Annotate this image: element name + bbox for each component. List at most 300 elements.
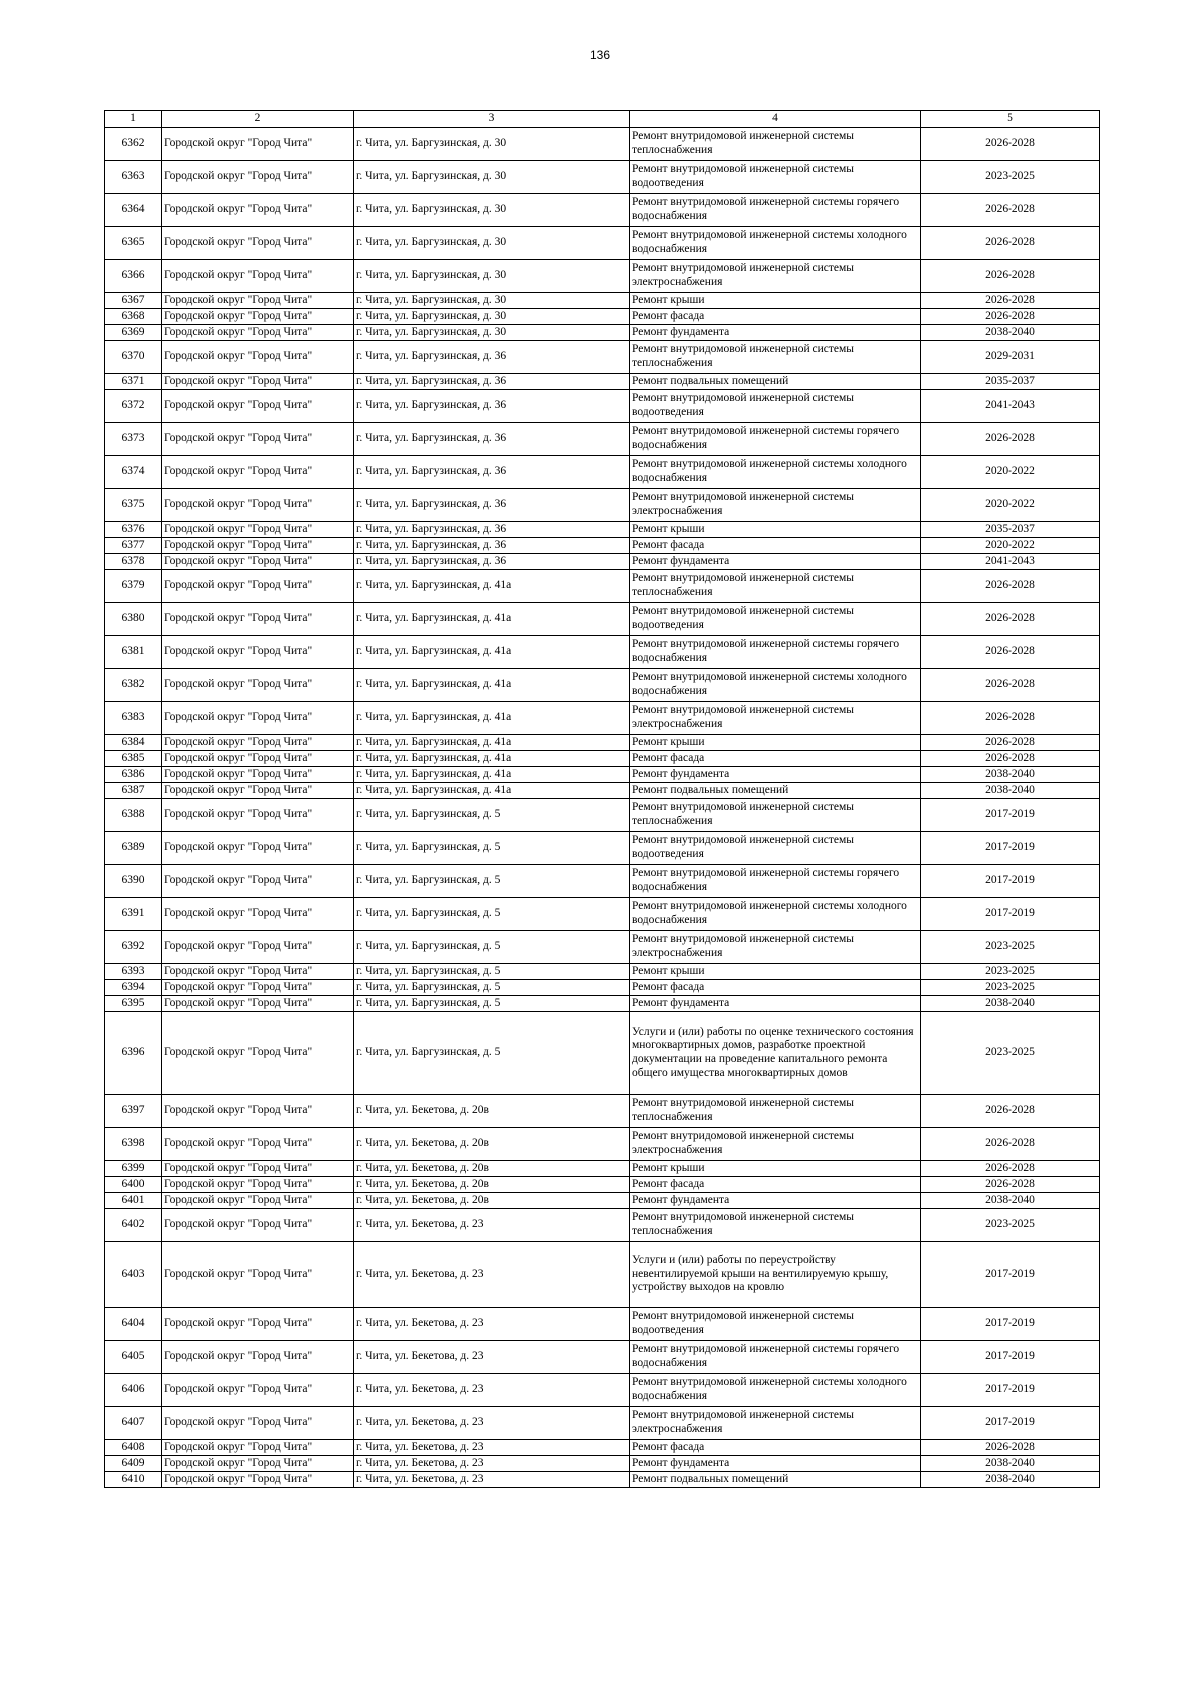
work-type-cell: Ремонт внутридомовой инженерной системы водоотведения	[630, 161, 921, 194]
address-cell: г. Чита, ул. Баргузинская, д. 36	[354, 554, 630, 570]
period-cell: 2023-2025	[921, 1209, 1100, 1242]
work-type-cell: Ремонт внутридомовой инженерной системы водоотведения	[630, 1308, 921, 1341]
municipality-cell: Городской округ "Город Чита"	[162, 783, 354, 799]
row-number: 6365	[105, 227, 162, 260]
table-row	[105, 1193, 1100, 1209]
work-type-cell: Ремонт внутридомовой инженерной системы электроснабжения	[630, 1407, 921, 1440]
municipality-cell: Городской округ "Город Чита"	[162, 1407, 354, 1440]
municipality-cell: Городской округ "Город Чита"	[162, 325, 354, 341]
table-row	[105, 1456, 1100, 1472]
period-cell: 2023-2025	[921, 980, 1100, 996]
row-number: 6407	[105, 1407, 162, 1440]
column-header-5: 5	[921, 111, 1100, 128]
work-type-cell: Ремонт внутридомовой инженерной системы теплоснабжения	[630, 341, 921, 374]
municipality-cell: Городской округ "Город Чита"	[162, 194, 354, 227]
table-row	[105, 1177, 1100, 1193]
row-number: 6404	[105, 1308, 162, 1341]
row-number: 6387	[105, 783, 162, 799]
row-number: 6366	[105, 260, 162, 293]
row-number: 6397	[105, 1095, 162, 1128]
address-cell: г. Чита, ул. Баргузинская, д. 5	[354, 1012, 630, 1095]
row-number: 6369	[105, 325, 162, 341]
table-row	[105, 735, 1100, 751]
work-type-cell: Ремонт подвальных помещений	[630, 374, 921, 390]
municipality-cell: Городской округ "Город Чита"	[162, 964, 354, 980]
address-cell: г. Чита, ул. Баргузинская, д. 30	[354, 325, 630, 341]
municipality-cell: Городской округ "Город Чита"	[162, 1161, 354, 1177]
municipality-cell: Городской округ "Город Чита"	[162, 1012, 354, 1095]
table-row	[105, 260, 1100, 293]
address-cell: г. Чита, ул. Бекетова, д. 23	[354, 1472, 630, 1488]
row-number: 6377	[105, 538, 162, 554]
municipality-cell: Городской округ "Город Чита"	[162, 767, 354, 783]
municipality-cell: Городской округ "Город Чита"	[162, 751, 354, 767]
period-cell: 2026-2028	[921, 194, 1100, 227]
row-number: 6375	[105, 489, 162, 522]
municipality-cell: Городской округ "Город Чита"	[162, 1440, 354, 1456]
row-number: 6385	[105, 751, 162, 767]
address-cell: г. Чита, ул. Баргузинская, д. 36	[354, 341, 630, 374]
table-row	[105, 636, 1100, 669]
work-type-cell: Ремонт фундамента	[630, 996, 921, 1012]
period-cell: 2038-2040	[921, 325, 1100, 341]
address-cell: г. Чита, ул. Баргузинская, д. 30	[354, 293, 630, 309]
address-cell: г. Чита, ул. Бекетова, д. 23	[354, 1308, 630, 1341]
table-row	[105, 603, 1100, 636]
address-cell: г. Чита, ул. Баргузинская, д. 5	[354, 996, 630, 1012]
work-type-cell: Ремонт внутридомовой инженерной системы холодного водоснабжения	[630, 1374, 921, 1407]
work-type-cell: Ремонт крыши	[630, 1161, 921, 1177]
table-row	[105, 161, 1100, 194]
address-cell: г. Чита, ул. Баргузинская, д. 41а	[354, 751, 630, 767]
work-type-cell: Ремонт внутридомовой инженерной системы горячего водоснабжения	[630, 423, 921, 456]
address-cell: г. Чита, ул. Бекетова, д. 20в	[354, 1128, 630, 1161]
address-cell: г. Чита, ул. Баргузинская, д. 41а	[354, 603, 630, 636]
period-cell: 2038-2040	[921, 767, 1100, 783]
row-number: 6399	[105, 1161, 162, 1177]
address-cell: г. Чита, ул. Баргузинская, д. 41а	[354, 767, 630, 783]
table-row	[105, 325, 1100, 341]
work-type-cell: Ремонт внутридомовой инженерной системы холодного водоснабжения	[630, 898, 921, 931]
work-type-cell: Ремонт внутридомовой инженерной системы горячего водоснабжения	[630, 865, 921, 898]
municipality-cell: Городской округ "Город Чита"	[162, 1308, 354, 1341]
table-row	[105, 1095, 1100, 1128]
address-cell: г. Чита, ул. Баргузинская, д. 41а	[354, 636, 630, 669]
period-cell: 2035-2037	[921, 374, 1100, 390]
page-number: 136	[589, 48, 611, 62]
table-row	[105, 669, 1100, 702]
address-cell: г. Чита, ул. Бекетова, д. 23	[354, 1374, 630, 1407]
row-number: 6378	[105, 554, 162, 570]
row-number: 6392	[105, 931, 162, 964]
period-cell: 2020-2022	[921, 456, 1100, 489]
table-row	[105, 1161, 1100, 1177]
row-number: 6396	[105, 1012, 162, 1095]
work-type-cell: Ремонт внутридомовой инженерной системы теплоснабжения	[630, 128, 921, 161]
municipality-cell: Городской округ "Город Чита"	[162, 1209, 354, 1242]
row-number: 6362	[105, 128, 162, 161]
table-row	[105, 799, 1100, 832]
period-cell: 2038-2040	[921, 1193, 1100, 1209]
period-cell: 2038-2040	[921, 996, 1100, 1012]
table-row	[105, 931, 1100, 964]
row-number: 6383	[105, 702, 162, 735]
row-number: 6380	[105, 603, 162, 636]
municipality-cell: Городской округ "Город Чита"	[162, 489, 354, 522]
table-row	[105, 128, 1100, 161]
work-type-cell: Ремонт фундамента	[630, 554, 921, 570]
municipality-cell: Городской округ "Город Чита"	[162, 309, 354, 325]
municipality-cell: Городской округ "Город Чита"	[162, 1242, 354, 1308]
address-cell: г. Чита, ул. Баргузинская, д. 41а	[354, 669, 630, 702]
address-cell: г. Чита, ул. Баргузинская, д. 36	[354, 522, 630, 538]
address-cell: г. Чита, ул. Бекетова, д. 23	[354, 1341, 630, 1374]
row-number: 6370	[105, 341, 162, 374]
work-type-cell: Ремонт внутридомовой инженерной системы электроснабжения	[630, 702, 921, 735]
period-cell: 2023-2025	[921, 964, 1100, 980]
address-cell: г. Чита, ул. Баргузинская, д. 30	[354, 128, 630, 161]
table-row	[105, 702, 1100, 735]
period-cell: 2029-2031	[921, 341, 1100, 374]
table-row	[105, 293, 1100, 309]
municipality-cell: Городской округ "Город Чита"	[162, 636, 354, 669]
address-cell: г. Чита, ул. Баргузинская, д. 30	[354, 194, 630, 227]
period-cell: 2023-2025	[921, 161, 1100, 194]
row-number: 6390	[105, 865, 162, 898]
municipality-cell: Городской округ "Город Чита"	[162, 1193, 354, 1209]
table-row	[105, 374, 1100, 390]
period-cell: 2017-2019	[921, 832, 1100, 865]
period-cell: 2026-2028	[921, 570, 1100, 603]
municipality-cell: Городской округ "Город Чита"	[162, 554, 354, 570]
address-cell: г. Чита, ул. Баргузинская, д. 30	[354, 227, 630, 260]
address-cell: г. Чита, ул. Баргузинская, д. 36	[354, 423, 630, 456]
row-number: 6401	[105, 1193, 162, 1209]
work-type-cell: Ремонт фасада	[630, 980, 921, 996]
period-cell: 2017-2019	[921, 1407, 1100, 1440]
municipality-cell: Городской округ "Город Чита"	[162, 702, 354, 735]
address-cell: г. Чита, ул. Баргузинская, д. 5	[354, 980, 630, 996]
period-cell: 2026-2028	[921, 735, 1100, 751]
period-cell: 2038-2040	[921, 1456, 1100, 1472]
period-cell: 2041-2043	[921, 390, 1100, 423]
row-number: 6388	[105, 799, 162, 832]
table-row	[105, 1209, 1100, 1242]
address-cell: г. Чита, ул. Баргузинская, д. 36	[354, 538, 630, 554]
period-cell: 2023-2025	[921, 1012, 1100, 1095]
period-cell: 2026-2028	[921, 309, 1100, 325]
table-row	[105, 964, 1100, 980]
municipality-cell: Городской округ "Город Чита"	[162, 1128, 354, 1161]
table-body	[105, 128, 1100, 1488]
period-cell: 2026-2028	[921, 636, 1100, 669]
row-number: 6402	[105, 1209, 162, 1242]
address-cell: г. Чита, ул. Баргузинская, д. 41а	[354, 570, 630, 603]
table-row	[105, 1128, 1100, 1161]
work-type-cell: Ремонт фасада	[630, 1177, 921, 1193]
row-number: 6395	[105, 996, 162, 1012]
table-row	[105, 1012, 1100, 1095]
period-cell: 2041-2043	[921, 554, 1100, 570]
table-row	[105, 1341, 1100, 1374]
work-type-cell: Ремонт внутридомовой инженерной системы горячего водоснабжения	[630, 636, 921, 669]
row-number: 6371	[105, 374, 162, 390]
work-type-cell: Ремонт внутридомовой инженерной системы теплоснабжения	[630, 570, 921, 603]
work-type-cell: Ремонт фасада	[630, 1440, 921, 1456]
address-cell: г. Чита, ул. Бекетова, д. 20в	[354, 1193, 630, 1209]
row-number: 6393	[105, 964, 162, 980]
table-row	[105, 341, 1100, 374]
work-type-cell: Ремонт фундамента	[630, 1193, 921, 1209]
address-cell: г. Чита, ул. Баргузинская, д. 5	[354, 931, 630, 964]
municipality-cell: Городской округ "Город Чита"	[162, 1374, 354, 1407]
municipality-cell: Городской округ "Город Чита"	[162, 260, 354, 293]
table-row	[105, 570, 1100, 603]
table-row	[105, 309, 1100, 325]
table-row	[105, 1242, 1100, 1308]
period-cell: 2020-2022	[921, 489, 1100, 522]
municipality-cell: Городской округ "Город Чита"	[162, 1177, 354, 1193]
municipality-cell: Городской округ "Город Чита"	[162, 374, 354, 390]
row-number: 6384	[105, 735, 162, 751]
period-cell: 2017-2019	[921, 1242, 1100, 1308]
row-number: 6394	[105, 980, 162, 996]
work-type-cell: Ремонт внутридомовой инженерной системы электроснабжения	[630, 931, 921, 964]
table-row	[105, 980, 1100, 996]
period-cell: 2023-2025	[921, 931, 1100, 964]
table-row	[105, 194, 1100, 227]
row-number: 6372	[105, 390, 162, 423]
row-number: 6398	[105, 1128, 162, 1161]
municipality-cell: Городской округ "Город Чита"	[162, 390, 354, 423]
work-type-cell: Ремонт фасада	[630, 538, 921, 554]
work-type-cell: Ремонт внутридомовой инженерной системы водоотведения	[630, 390, 921, 423]
table-row	[105, 489, 1100, 522]
period-cell: 2017-2019	[921, 1341, 1100, 1374]
period-cell: 2017-2019	[921, 865, 1100, 898]
municipality-cell: Городской округ "Город Чита"	[162, 931, 354, 964]
table-row	[105, 783, 1100, 799]
address-cell: г. Чита, ул. Баргузинская, д. 5	[354, 832, 630, 865]
table-row	[105, 390, 1100, 423]
period-cell: 2026-2028	[921, 423, 1100, 456]
address-cell: г. Чита, ул. Бекетова, д. 23	[354, 1242, 630, 1308]
address-cell: г. Чита, ул. Баргузинская, д. 36	[354, 489, 630, 522]
row-number: 6374	[105, 456, 162, 489]
table-row	[105, 554, 1100, 570]
row-number: 6382	[105, 669, 162, 702]
table-row	[105, 522, 1100, 538]
table-row	[105, 227, 1100, 260]
work-type-cell: Ремонт внутридомовой инженерной системы теплоснабжения	[630, 799, 921, 832]
work-type-cell: Ремонт фасада	[630, 751, 921, 767]
address-cell: г. Чита, ул. Бекетова, д. 23	[354, 1407, 630, 1440]
row-number: 6386	[105, 767, 162, 783]
municipality-cell: Городской округ "Город Чита"	[162, 603, 354, 636]
municipality-cell: Городской округ "Город Чита"	[162, 538, 354, 554]
column-header-4: 4	[630, 111, 921, 128]
municipality-cell: Городской округ "Город Чита"	[162, 1095, 354, 1128]
municipality-cell: Городской округ "Город Чита"	[162, 1472, 354, 1488]
period-cell: 2035-2037	[921, 522, 1100, 538]
row-number: 6405	[105, 1341, 162, 1374]
municipality-cell: Городской округ "Город Чита"	[162, 980, 354, 996]
municipality-cell: Городской округ "Город Чита"	[162, 227, 354, 260]
address-cell: г. Чита, ул. Баргузинская, д. 41а	[354, 783, 630, 799]
period-cell: 2026-2028	[921, 1440, 1100, 1456]
address-cell: г. Чита, ул. Баргузинская, д. 5	[354, 898, 630, 931]
municipality-cell: Городской округ "Город Чита"	[162, 456, 354, 489]
table-row	[105, 767, 1100, 783]
table-row	[105, 1407, 1100, 1440]
work-type-cell: Ремонт внутридомовой инженерной системы холодного водоснабжения	[630, 669, 921, 702]
row-number: 6409	[105, 1456, 162, 1472]
period-cell: 2026-2028	[921, 293, 1100, 309]
table-row	[105, 751, 1100, 767]
municipality-cell: Городской округ "Город Чита"	[162, 898, 354, 931]
address-cell: г. Чита, ул. Баргузинская, д. 36	[354, 456, 630, 489]
address-cell: г. Чита, ул. Баргузинская, д. 30	[354, 260, 630, 293]
municipality-cell: Городской округ "Город Чита"	[162, 570, 354, 603]
period-cell: 2017-2019	[921, 1374, 1100, 1407]
period-cell: 2017-2019	[921, 799, 1100, 832]
municipality-cell: Городской округ "Город Чита"	[162, 128, 354, 161]
work-type-cell: Услуги и (или) работы по переустройству невентилируемой крыши на вентилируемую крышу, устройству выходов на кровлю	[630, 1242, 921, 1308]
period-cell: 2026-2028	[921, 751, 1100, 767]
municipality-cell: Городской округ "Город Чита"	[162, 522, 354, 538]
period-cell: 2026-2028	[921, 1128, 1100, 1161]
row-number: 6403	[105, 1242, 162, 1308]
work-type-cell: Ремонт фасада	[630, 309, 921, 325]
work-type-cell: Услуги и (или) работы по оценке технического состояния многоквартирных домов, разработке проектной документации на проведение капитального ремонта общего имущества многоквартирных домов	[630, 1012, 921, 1095]
work-type-cell: Ремонт крыши	[630, 522, 921, 538]
row-number: 6363	[105, 161, 162, 194]
period-cell: 2017-2019	[921, 1308, 1100, 1341]
period-cell: 2026-2028	[921, 260, 1100, 293]
period-cell: 2020-2022	[921, 538, 1100, 554]
work-type-cell: Ремонт подвальных помещений	[630, 1472, 921, 1488]
table-row	[105, 1440, 1100, 1456]
work-type-cell: Ремонт крыши	[630, 293, 921, 309]
address-cell: г. Чита, ул. Баргузинская, д. 5	[354, 865, 630, 898]
column-header-3: 3	[354, 111, 630, 128]
table-row	[105, 456, 1100, 489]
work-type-cell: Ремонт внутридомовой инженерной системы электроснабжения	[630, 1128, 921, 1161]
municipality-cell: Городской округ "Город Чита"	[162, 161, 354, 194]
period-cell: 2026-2028	[921, 1177, 1100, 1193]
work-type-cell: Ремонт внутридомовой инженерной системы теплоснабжения	[630, 1095, 921, 1128]
work-type-cell: Ремонт фундамента	[630, 325, 921, 341]
work-type-cell: Ремонт крыши	[630, 964, 921, 980]
municipality-cell: Городской округ "Город Чита"	[162, 865, 354, 898]
row-number: 6381	[105, 636, 162, 669]
work-type-cell: Ремонт внутридомовой инженерной системы водоотведения	[630, 603, 921, 636]
row-number: 6376	[105, 522, 162, 538]
address-cell: г. Чита, ул. Баргузинская, д. 41а	[354, 702, 630, 735]
address-cell: г. Чита, ул. Баргузинская, д. 30	[354, 161, 630, 194]
period-cell: 2026-2028	[921, 128, 1100, 161]
period-cell: 2026-2028	[921, 669, 1100, 702]
row-number: 6379	[105, 570, 162, 603]
column-header-1: 1	[105, 111, 162, 128]
row-number: 6364	[105, 194, 162, 227]
table-row	[105, 1374, 1100, 1407]
work-type-cell: Ремонт подвальных помещений	[630, 783, 921, 799]
work-type-cell: Ремонт внутридомовой инженерной системы водоотведения	[630, 832, 921, 865]
work-type-cell: Ремонт крыши	[630, 735, 921, 751]
municipality-cell: Городской округ "Город Чита"	[162, 293, 354, 309]
table-row	[105, 1308, 1100, 1341]
work-type-cell: Ремонт внутридомовой инженерной системы горячего водоснабжения	[630, 1341, 921, 1374]
address-cell: г. Чита, ул. Бекетова, д. 23	[354, 1456, 630, 1472]
address-cell: г. Чита, ул. Бекетова, д. 20в	[354, 1161, 630, 1177]
period-cell: 2026-2028	[921, 702, 1100, 735]
row-number: 6410	[105, 1472, 162, 1488]
address-cell: г. Чита, ул. Баргузинская, д. 5	[354, 799, 630, 832]
municipality-cell: Городской округ "Город Чита"	[162, 669, 354, 702]
municipality-cell: Городской округ "Город Чита"	[162, 341, 354, 374]
period-cell: 2026-2028	[921, 227, 1100, 260]
table-row	[105, 898, 1100, 931]
period-cell: 2026-2028	[921, 1095, 1100, 1128]
row-number: 6373	[105, 423, 162, 456]
row-number: 6368	[105, 309, 162, 325]
row-number: 6391	[105, 898, 162, 931]
table-row	[105, 832, 1100, 865]
address-cell: г. Чита, ул. Бекетова, д. 23	[354, 1209, 630, 1242]
address-cell: г. Чита, ул. Баргузинская, д. 41а	[354, 735, 630, 751]
municipality-cell: Городской округ "Город Чита"	[162, 423, 354, 456]
municipality-cell: Городской округ "Город Чита"	[162, 735, 354, 751]
table-row	[105, 996, 1100, 1012]
table-row	[105, 865, 1100, 898]
table-row	[105, 538, 1100, 554]
work-type-cell: Ремонт фундамента	[630, 767, 921, 783]
municipality-cell: Городской округ "Город Чита"	[162, 996, 354, 1012]
work-type-cell: Ремонт внутридомовой инженерной системы горячего водоснабжения	[630, 194, 921, 227]
municipality-cell: Городской округ "Город Чита"	[162, 1341, 354, 1374]
row-number: 6400	[105, 1177, 162, 1193]
address-cell: г. Чита, ул. Бекетова, д. 20в	[354, 1177, 630, 1193]
municipality-cell: Городской округ "Город Чита"	[162, 1456, 354, 1472]
period-cell: 2026-2028	[921, 603, 1100, 636]
address-cell: г. Чита, ул. Баргузинская, д. 36	[354, 390, 630, 423]
table-row	[105, 1472, 1100, 1488]
work-type-cell: Ремонт внутридомовой инженерной системы холодного водоснабжения	[630, 456, 921, 489]
table-row	[105, 423, 1100, 456]
municipality-cell: Городской округ "Город Чита"	[162, 832, 354, 865]
work-type-cell: Ремонт внутридомовой инженерной системы электроснабжения	[630, 489, 921, 522]
row-number: 6408	[105, 1440, 162, 1456]
address-cell: г. Чита, ул. Баргузинская, д. 30	[354, 309, 630, 325]
work-type-cell: Ремонт внутридомовой инженерной системы теплоснабжения	[630, 1209, 921, 1242]
period-cell: 2038-2040	[921, 1472, 1100, 1488]
address-cell: г. Чита, ул. Бекетова, д. 20в	[354, 1095, 630, 1128]
work-type-cell: Ремонт внутридомовой инженерной системы холодного водоснабжения	[630, 227, 921, 260]
header-row	[105, 111, 1100, 128]
period-cell: 2017-2019	[921, 898, 1100, 931]
period-cell: 2038-2040	[921, 783, 1100, 799]
row-number: 6406	[105, 1374, 162, 1407]
work-type-cell: Ремонт фундамента	[630, 1456, 921, 1472]
address-cell: г. Чита, ул. Бекетова, д. 23	[354, 1440, 630, 1456]
row-number: 6389	[105, 832, 162, 865]
work-type-cell: Ремонт внутридомовой инженерной системы электроснабжения	[630, 260, 921, 293]
row-number: 6367	[105, 293, 162, 309]
address-cell: г. Чита, ул. Баргузинская, д. 5	[354, 964, 630, 980]
municipality-cell: Городской округ "Город Чита"	[162, 799, 354, 832]
address-cell: г. Чита, ул. Баргузинская, д. 36	[354, 374, 630, 390]
